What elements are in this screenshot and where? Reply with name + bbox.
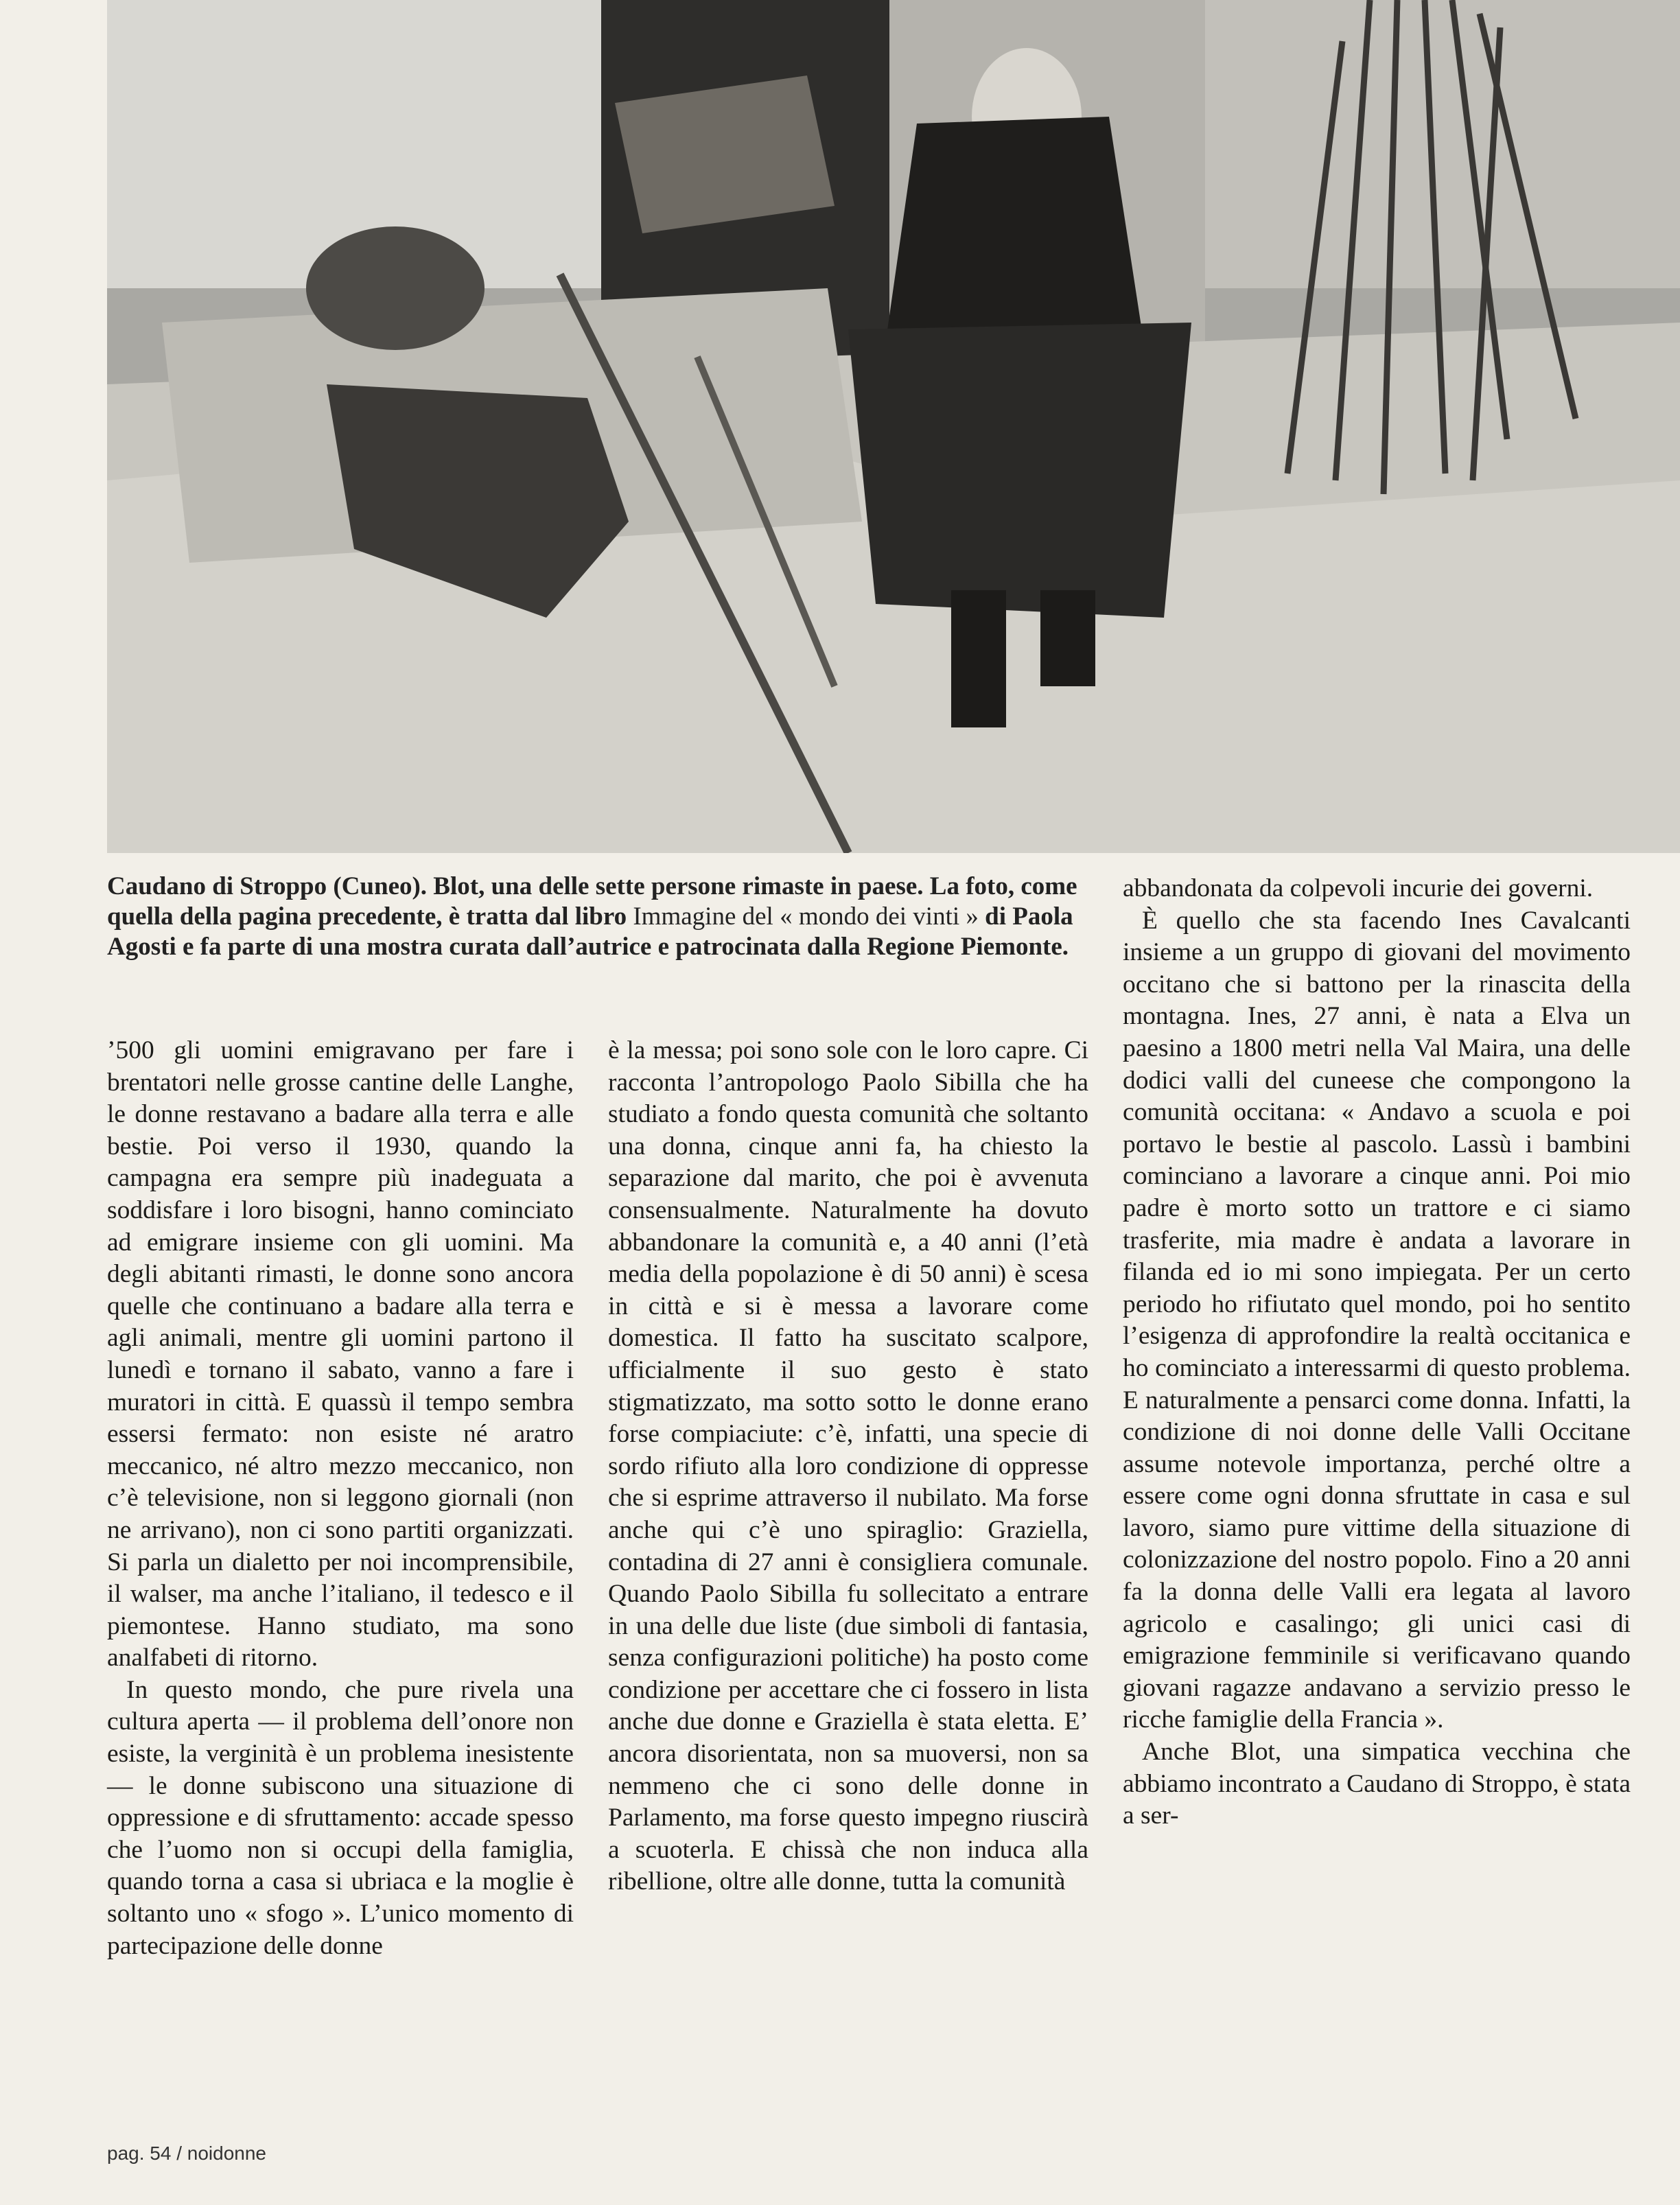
page-footer	[107, 2143, 266, 2165]
paragraph: In questo mondo, che pure rivela una cultura aperta — il problema dell’onore non esiste, la verginità è un problema inesistente — le donne subiscono una situazione di oppressione e di sfruttamento: accade spesso che l’uomo non si occupi della famiglia, quando torna a casa si ubriaca e la moglie è soltanto uno « sfogo ». L’unico momento di partecipazione delle donne	[107, 1675, 574, 1960]
photo-illustration	[107, 0, 1680, 853]
caption-bold-2: di Paola Agosti e fa parte di una mostra curata dall’autrice e patrocinata dalla Regione Piemonte.	[107, 902, 1073, 961]
footer-separator: /	[176, 2143, 182, 2164]
paragraph: Anche Blot, una simpatica vecchina che abbiamo incontrato a Caudano di Stroppo, è stata a ser-	[1123, 1738, 1631, 1830]
magazine-name: noidonne	[187, 2143, 266, 2164]
article-column-2	[608, 1035, 1088, 1898]
article-column-3	[1123, 873, 1631, 1832]
paragraph: ’500 gli uomini emigravano per fare i brentatori nelle grosse cantine delle Langhe, le donne restavano a badare alla terra e alle bestie. Poi verso il 1930, quando la campagna era sempre più inadeguata a soddisfare i loro bisogni, hanno cominciato ad emigrare insieme con gli uomini. Ma degli abitanti rimasti, le donne sono ancora quelle che continuano a badare alla terra e agli animali, mentre gli uomini partono il lunedì e tornano il sabato, vanno a fare i muratori in città. E quassù il tempo sembra essersi fermato: non esiste né aratro meccanico, né altro mezzo meccanico, non c’è televisione, non si leggono giornali (non ne arrivano), non ci sono partiti organizzati. Si parla un dialetto per noi incomprensibile, il walser, ma anche l’italiano, il tedesco e il piemontese. Hanno studiato, ma sono analfabeti di ritorno.	[107, 1036, 574, 1672]
paragraph: È quello che sta facendo Ines Cavalcanti insieme a un gruppo di giovani del movimento occitano che si battono per la rinascita della montagna. Ines, 27 anni, è nata a Elva un paesino a 1800 metri nella Val Maira, una delle dodici valli del cuneese che compongono la comunità occitana: « Andavo a scuola e poi portavo le bestie al pascolo. Lassù i bambini cominciano a lavorare a cinque anni. Poi mio padre è morto sotto un trattore e ci siamo trasferite, mia madre è andata a lavorare in filanda ed io mi sono impiegata. Per un certo periodo ho rifiutato quel mondo, poi ho sentito l’esigenza di approfondire la realtà occitanica e ho cominciato a interessarmi di questo problema. E naturalmente a pensarci come donna. Infatti, la condizione di noi donne delle Valli Occitane assume notevole importanza, perché oltre a essere come ogni donna sfruttate in casa e sul lavoro, siamo pure vittime della situazione di colonizzazione del nostro popolo. Fino a 20 anni fa la donna delle Valli era legata al lavoro agricolo e casalingo; gli unici casi di emigrazione femminile si verificavano quando giovani ragazze andavano a servizio presso le ricche famiglie della Francia ».	[1123, 906, 1631, 1734]
article-photo	[107, 0, 1680, 853]
caption-bold-1: Caudano di Stroppo (Cuneo). Blot, una delle sette persone rimaste in paese. La foto, come quella della pagina precedente, è tratta dal libro	[107, 872, 1077, 931]
paragraph: è la messa; poi sono sole con le loro capre. Ci racconta l’antropologo Paolo Sibilla che ha studiato a fondo questa comunità che soltanto una donna, cinque anni fa, ha chiesto la separazione dal marito, che poi è avvenuta consensualmente. Naturalmente ha dovuto abbandonare la comunità e, a 40 anni (l’età media della popolazione è di 50 anni) è scesa in città e si è messa a lavorare come domestica. Il fatto ha suscitato scalpore, ufficialmente il suo gesto è stato stigmatizzato, ma sotto sotto le donne erano forse compiaciute: c’è, infatti, una specie di sordo rifiuto alla loro condizione di oppresse che si esprime attraverso il nubilato. Ma forse anche qui c’è uno spiraglio: Graziella, contadina di 27 anni è consigliera comunale. Quando Paolo Sibilla fu sollecitato a entrare in una delle due liste (due simboli di fantasia, senza configurazioni politiche) ha posto come condizione per accettare che ci fossero in lista anche due donne e Graziella è stata eletta. E’ ancora disorientata, non sa muoversi, non sa nemmeno che ci sono delle donne in Parlamento, ma forse questo impegno riuscirà a scuoterla. E chissà che non induca alla ribellione, oltre alle donne, tutta la comunità	[608, 1036, 1088, 1896]
caption-book-title: Immagine del « mondo dei vinti »	[633, 902, 979, 931]
page-number: pag. 54	[107, 2143, 172, 2164]
paragraph: abbandonata da colpevoli incurie dei governi.	[1123, 874, 1594, 902]
photo-caption	[107, 872, 1095, 962]
article-column-1	[107, 1035, 574, 1962]
